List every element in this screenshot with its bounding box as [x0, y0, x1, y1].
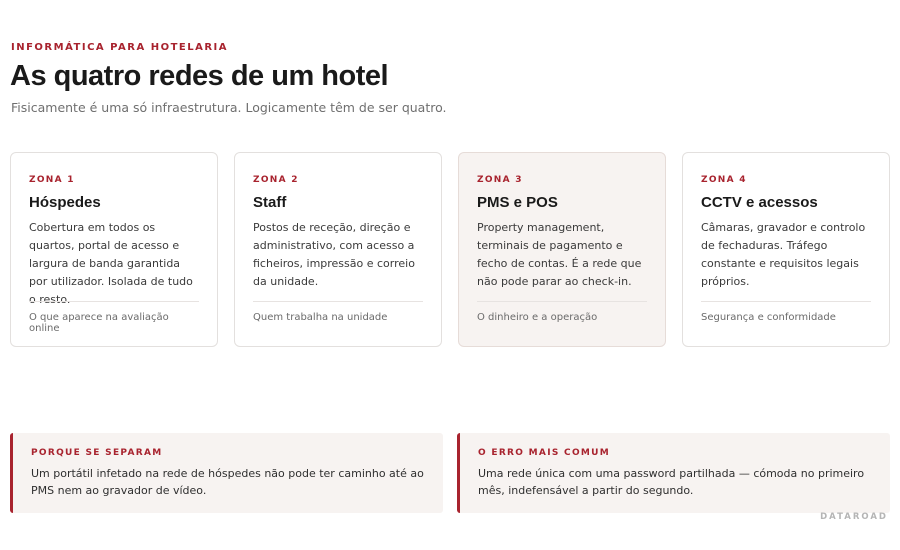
zone-label: ZONA 2	[253, 175, 299, 185]
note-text: Um portátil infetado na rede de hóspedes não pode ter caminho até ao PMS nem ao gravador de vídeo.	[31, 467, 424, 497]
eyebrow: INFORMÁTICA PARA HOTELARIA	[11, 42, 229, 53]
zone-description: Property management, terminais de pagamento e fecho de contas. É a rede que não pode parar ao check-in.	[477, 221, 642, 288]
note-label: PORQUE SE SEPARAM	[31, 448, 163, 458]
zone-title: CCTV e acessos	[701, 194, 818, 211]
zone-card-cctv	[682, 152, 890, 347]
zone-footer: O dinheiro e a operação	[477, 301, 647, 323]
callout-notes	[10, 433, 890, 513]
note-text: Uma rede única com uma password partilhada — cómoda no primeiro mês, indefensável a partir do segundo.	[478, 467, 865, 497]
zone-description: Cobertura em todos os quartos, portal de acesso e largura de banda garantida por utilizador. Isolada de tudo o resto.	[29, 221, 193, 306]
zone-cards	[10, 152, 890, 347]
zone-label: ZONA 1	[29, 175, 75, 185]
page-subtitle: Fisicamente é uma só infraestrutura. Logicamente têm de ser quatro.	[11, 100, 447, 115]
brand-logo: DATAROAD	[820, 512, 888, 522]
zone-description: Postos de receção, direção e administrativo, com acesso a ficheiros, impressão e correio da unidade.	[253, 221, 415, 288]
zone-title: Staff	[253, 194, 287, 211]
zone-footer: Segurança e conformidade	[701, 301, 871, 323]
zone-label: ZONA 4	[701, 175, 747, 185]
zone-footer: Quem trabalha na unidade	[253, 301, 423, 323]
note-label: O ERRO MAIS COMUM	[478, 448, 611, 458]
zone-card-pms-pos	[458, 152, 666, 347]
zone-title: Hóspedes	[29, 194, 101, 211]
zone-card-guests	[10, 152, 218, 347]
zone-description: Câmaras, gravador e controlo de fechaduras. Tráfego constante e requisitos legais próprios.	[701, 221, 866, 288]
note-common-mistake	[457, 433, 890, 513]
note-why-separate	[10, 433, 443, 513]
zone-label: ZONA 3	[477, 175, 523, 185]
zone-title: PMS e POS	[477, 194, 558, 211]
zone-footer: O que aparece na avaliação online	[29, 301, 199, 334]
page-title: As quatro redes de um hotel	[10, 60, 389, 92]
zone-card-staff	[234, 152, 442, 347]
